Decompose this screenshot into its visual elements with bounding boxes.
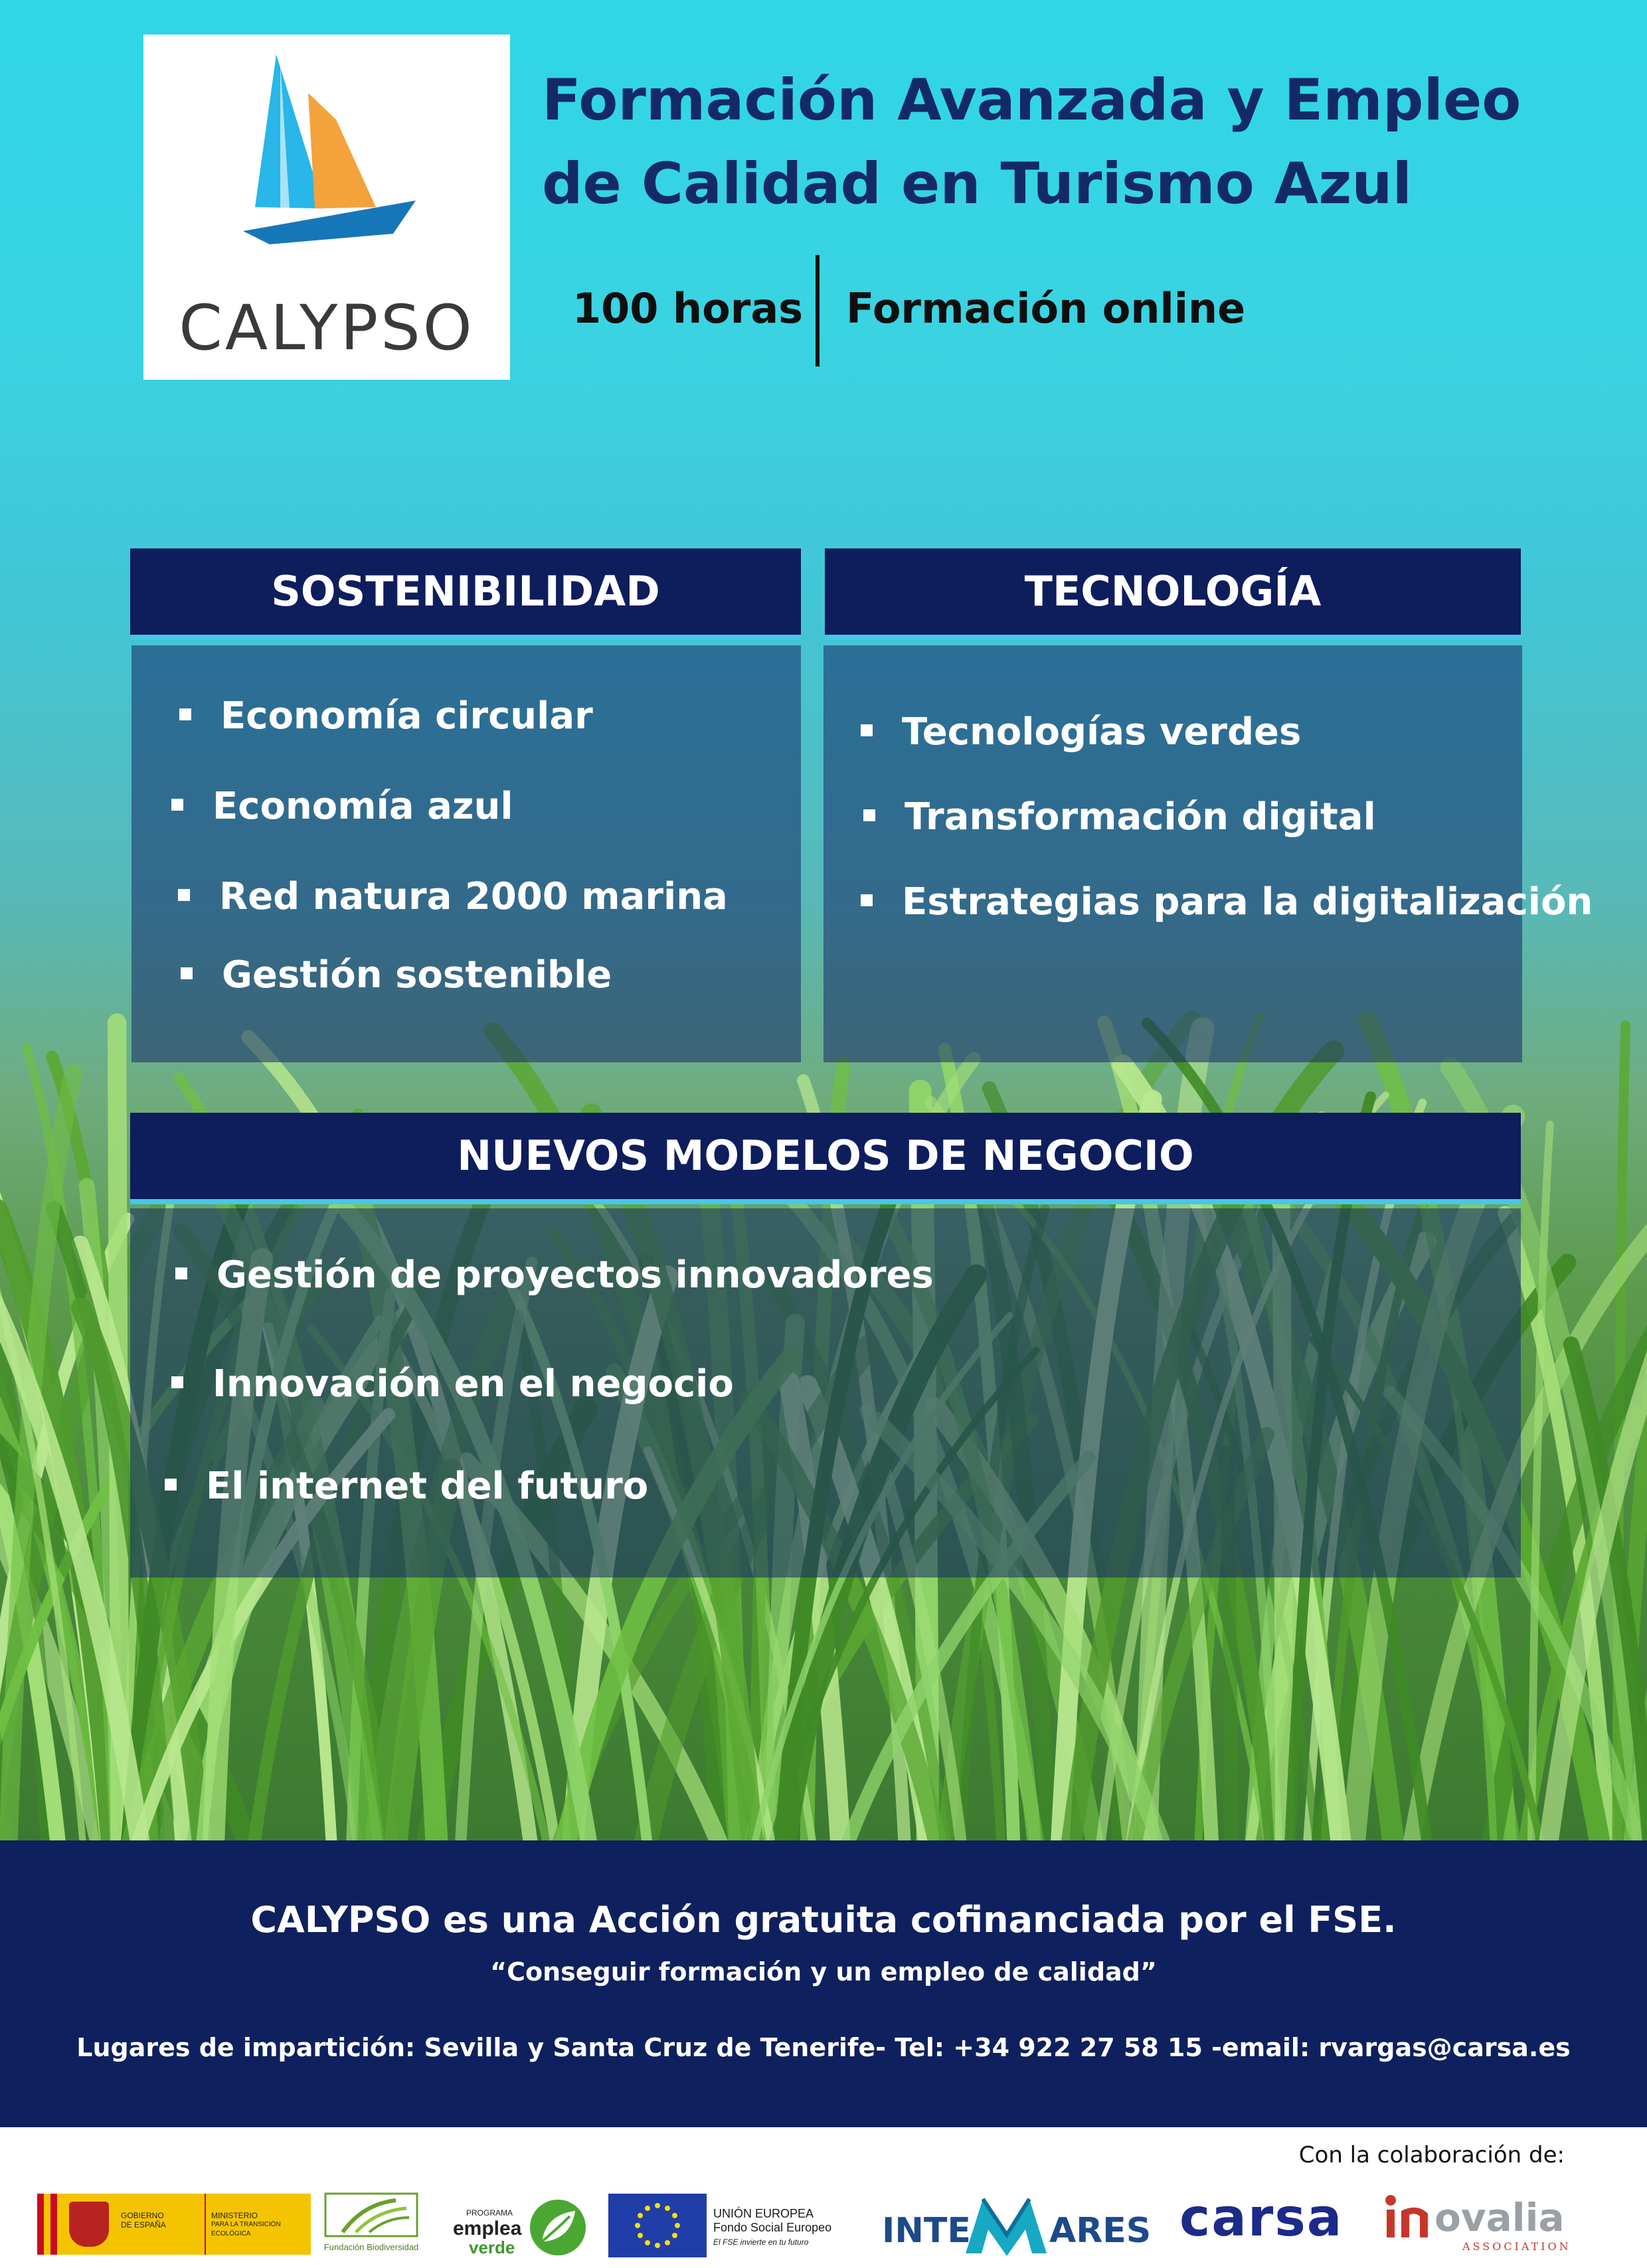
innovalia-sub: ASSOCIATION [1462, 2240, 1571, 2253]
list-item: Innovación en el negocio [171, 1362, 734, 1406]
footer-main-text: CALYPSO es una Acción gratuita cofinanciada por el FSE. [250, 1899, 1397, 1941]
emplea-word: emplea [453, 2218, 522, 2239]
list-item: Gestión sostenible [181, 953, 612, 997]
list-item: Tecnologías verdes [861, 710, 1301, 754]
list-item: Economía azul [171, 785, 513, 828]
innovalia-logo [1384, 2187, 1583, 2256]
list-item: El internet del futuro [165, 1465, 648, 1508]
coat-of-arms-icon [69, 2202, 109, 2247]
title-line-1: Formación Avanzada y Empleo [542, 67, 1521, 133]
leaf-circle-icon [526, 2198, 590, 2257]
collaboration-label: Con la colaboración de: [1298, 2142, 1565, 2168]
ue-line1: UNIÓN EUROPEA [713, 2207, 814, 2220]
wave-m-icon [963, 2195, 1049, 2256]
gobierno-espana-logo [37, 2194, 311, 2255]
emplea-small-label: PROGRAMA [466, 2208, 513, 2218]
section-panel-tecnologia [824, 645, 1522, 1062]
section-header-negocio: NUEVOS MODELOS DE NEGOCIO [130, 1113, 1521, 1204]
emplea-sub: verde [469, 2237, 515, 2257]
footer-quote: “Conseguir formación y un empleo de calidad” [490, 1957, 1157, 1986]
course-hours: 100 horas [572, 284, 804, 333]
leaf-icon [323, 2191, 420, 2239]
logo-wordmark: CALYPSO [179, 292, 475, 364]
ue-line3: El FSE invierte en tu futuro [713, 2237, 809, 2247]
list-item: Transformación digital [863, 795, 1376, 839]
page-title [542, 58, 1578, 226]
list-item: Red natura 2000 marina [178, 875, 728, 918]
innovalia-in-icon [1384, 2194, 1434, 2240]
list-item: Estrategias para la digitalización [861, 880, 1593, 924]
list-item: Economía circular [179, 694, 593, 738]
intemares-right: ARES [1049, 2211, 1152, 2251]
ministerio-line1: MINISTERIO [211, 2211, 258, 2220]
biodiversidad-label: Fundación Biodiversidad [323, 2242, 419, 2252]
gobierno-line2: DE ESPAÑA [121, 2220, 166, 2229]
intemares-left: INTE [882, 2211, 971, 2251]
carsa-logo: carsa [1179, 2188, 1344, 2248]
ministerio-line2: PARA LA TRANSICIÓN ECOLÓGICA [211, 2221, 281, 2237]
union-europea-logo [608, 2194, 847, 2257]
innovalia-word: ovalia [1434, 2195, 1565, 2240]
fundacion-biodiversidad-logo [323, 2191, 420, 2257]
section-header-tecnologia: TECNOLOGÍA [825, 548, 1521, 640]
gobierno-line1: GOBIERNO [121, 2211, 164, 2220]
emplea-verde-logo [449, 2192, 592, 2259]
section-header-sostenibilidad: SOSTENIBILIDAD [130, 548, 801, 640]
title-line-2: de Calidad en Turismo Azul [542, 151, 1412, 217]
intemares-logo [882, 2191, 1152, 2257]
header-divider [816, 255, 820, 366]
list-item: Gestión de proyectos innovadores [175, 1254, 934, 1297]
calypso-logo [143, 35, 510, 380]
course-mode: Formación online [846, 284, 1246, 333]
footer-contact-info: Lugares de impartición: Sevilla y Santa Cruz de Tenerife- Tel: +34 922 27 58 15 -email: rvargas@carsa.es [76, 2033, 1571, 2062]
ue-line2: Fondo Social Europeo [713, 2221, 832, 2234]
eu-flag-icon [608, 2194, 707, 2257]
